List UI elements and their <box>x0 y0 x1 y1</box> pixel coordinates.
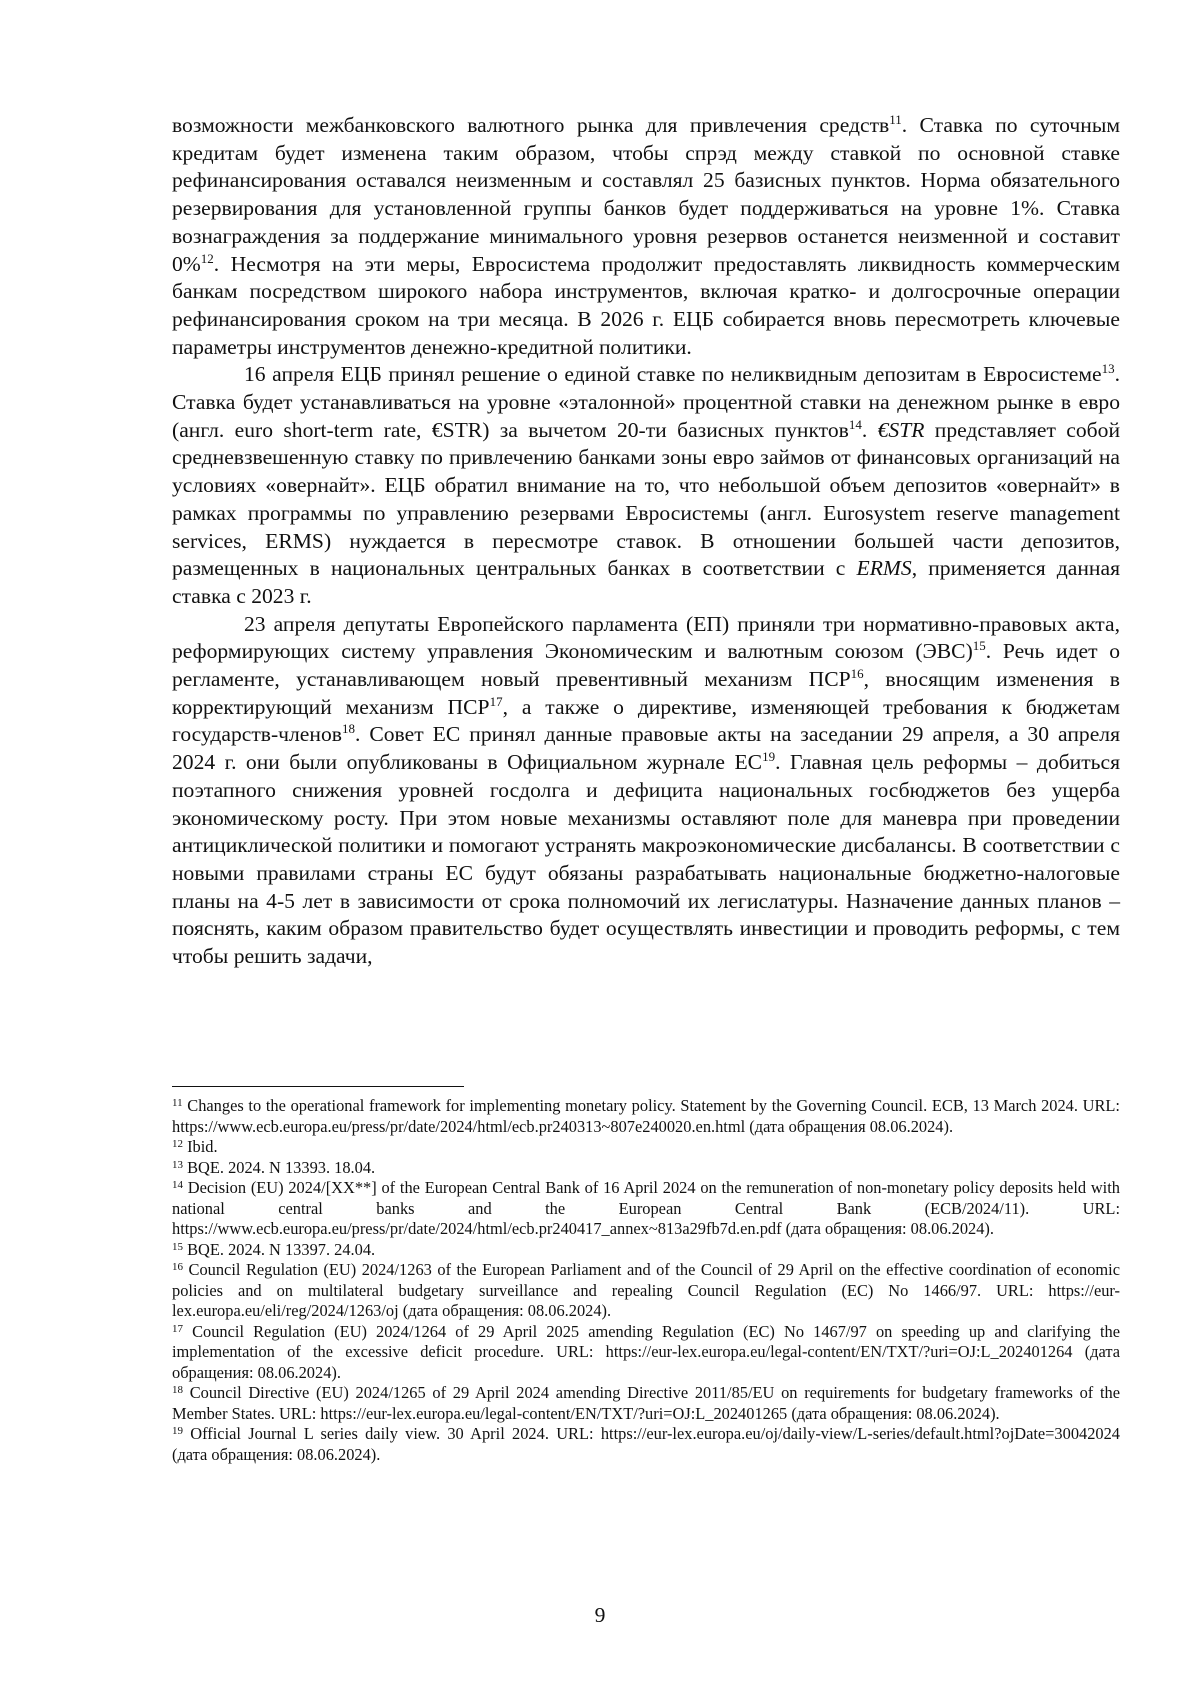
footnote-18: $^{18}$ Council Directive (EU) 2024/1265 of 29 April 2024 amending Directive 2011/85/EU on requirements for budgetary frameworks of the Member States. URL: https://eur-lex.europa.eu/legal-content/EN/TXT/?uri=OJ:L_202401265 (дата обращения: 08.06.2024). <box>172 1383 1120 1423</box>
page-number: 9 <box>594 1603 606 1627</box>
footnote-ref-17[interactable]: 17 <box>489 693 503 709</box>
footnote-14: $^{14}$ Decision (EU) 2024/[XX**] of the European Central Bank of 16 April 2024 on the remuneration of non-monetary policy deposits held with national central banks and the European Central Bank (ECB/2024/11). URL: https://www.ecb.europa.eu/press/pr/date/2024/html/ecb.pr240417_annex~813a29fb7d.en.pdf (дата обращения: 08.06.2024). <box>172 1178 1120 1238</box>
paragraph-continued: возможности межбанковского валютного рынка для привлечения средств$^{11}$. Ставка по суточным кредитам будет изменена таким образом, чтобы спрэд между ставкой по основной ставке рефинансирования оставался неизменным и составлял 25 базисных пунктов. Норма обязательного резервирования для установленной группы банков будет поддерживаться на уровне 1%. Ставка вознаграждения за поддержание минимального уровня резервов останется неизменной и составит 0%$^{12}$. Несмотря на эти меры, Евросистема продолжит предоставлять ликвидность коммерческим банкам посредством широкого набора инструментов, включая кратко- и долгосрочные операции рефинансирования сроком на три месяца. В 2026 г. ЕЦБ собирается вновь пересмотреть ключевые параметры инструментов денежно-кредитной политики. <box>172 112 1120 359</box>
footnote-ref-15[interactable]: 15 <box>972 638 986 654</box>
paragraph-emu-reform: 23 апреля депутаты Европейского парламента (ЕП) приняли три нормативно-правовых акта, реформирующих систему управления Экономическим и валютным союзом (ЭВС)$^{15}$. Речь идет о регламенте, устанавливающем новый превентивный механизм ПСР$^{16}$, вносящим изменения в корректирующий механизм ПСР$^{17}$, а также о директиве, изменяющей требования к бюджетам государств-членов$^{18}$. Совет ЕС принял данные правовые акты на заседании 29 апреля, а 30 апреля 2024 г. они были опубликованы в Официальном журнале ЕС$^{19}$. Главная цель реформы – добиться поэтапного снижения уровней госдолга и дефицита национальных госбюджетов без ущерба экономическому росту. При этом новые механизмы оставляют поле для маневра при проведении антициклической политики и помогают устранять макроэкономические дисбалансы. В соответствии с новыми правилами страны ЕС будут обязаны разрабатывать национальные бюджетно-налоговые планы на 4-5 лет в зависимости от срока полномочий их легислатуры. Назначение данных планов – пояснять, каким образом правительство будет осуществлять инвестиции и проводить реформы, с тем чтобы решить задачи, <box>172 611 1121 969</box>
footnote-12: $^{12}$ Ibid. <box>172 1137 218 1156</box>
footnote-divider <box>172 1086 464 1087</box>
footnote-ref-19[interactable]: 19 <box>762 749 776 765</box>
footnote-ref-12[interactable]: 12 <box>200 250 214 266</box>
paragraph-ecb-deposit-rate: 16 апреля ЕЦБ принял решение о единой ставке по неликвидным депозитам в Евросистеме$^{13}$. Ставка будет устанавливаться на уровне «эталонной» процентной ставки на денежном рынке в евро (англ. euro short-term rate, €STR) за вычетом 20-ти базисных пунктов$^{14}$. €STR представляет собой средневзвешенную ставку по привлечению банками зоны евро займов от финансовых организаций на условиях «овернайт». ЕЦБ обратил внимание на то, что небольшой объем депозитов «овернайт» в рамках программы по управлению резервами Евросистемы (англ. Eurosystem reserve management services, ERMS) нуждается в пересмотре ставок. В отношении большей части депозитов, размещенных в национальных центральных банках в соответствии с ERMS, применяется данная ставка с 2023 г. <box>172 361 1121 608</box>
footnote-19: $^{19}$ Official Journal L series daily view. 30 April 2024. URL: https://eur-lex.europa.eu/oj/daily-view/L-series/default.html?ojDate=30042024 (дата обращения: 08.06.2024). <box>172 1424 1120 1464</box>
footnote-16: $^{16}$ Council Regulation (EU) 2024/1263 of the European Parliament and of the Council of 29 April on the effective coordination of economic policies and on multilateral budgetary surveillance and repealing Council Regulation (EC) No 1466/97. URL: https://eur-lex.europa.eu/eli/reg/2024/1263/oj (дата обращения: 08.06.2024). <box>172 1260 1120 1320</box>
footnote-ref-11[interactable]: 11 <box>889 112 902 127</box>
footnote-ref-14[interactable]: 14 <box>848 416 862 432</box>
footnotes <box>172 1096 1120 1465</box>
footnote-ref-13[interactable]: 13 <box>1101 361 1115 377</box>
footnote-13: $^{13}$ BQE. 2024. N 13393. 18.04. <box>172 1157 376 1177</box>
main-text <box>172 112 1120 971</box>
footnote-17: $^{17}$ Council Regulation (EU) 2024/1264 of 29 April 2025 amending Regulation (EC) No 1467/97 on speeding up and clarifying the implementation of the excessive deficit procedure. URL: https://eur-lex.europa.eu/legal-content/EN/TXT/?uri=OJ:L_202401264 (дата обращения: 08.06.2024). <box>172 1321 1120 1382</box>
footnote-ref-18[interactable]: 18 <box>341 721 355 737</box>
footnote-11: $^{11}$ Changes to the operational framework for implementing monetary policy. Statement by the Governing Council. ECB, 13 March 2024. URL: https://www.ecb.europa.eu/press/pr/date/2024/html/ecb.pr240313~807e240020.en.html (дата обращения 08.06.2024). <box>172 1096 1120 1136</box>
footnote-15: $^{15}$ BQE. 2024. N 13397. 24.04. <box>172 1239 376 1259</box>
footnote-ref-16[interactable]: 16 <box>850 666 864 682</box>
